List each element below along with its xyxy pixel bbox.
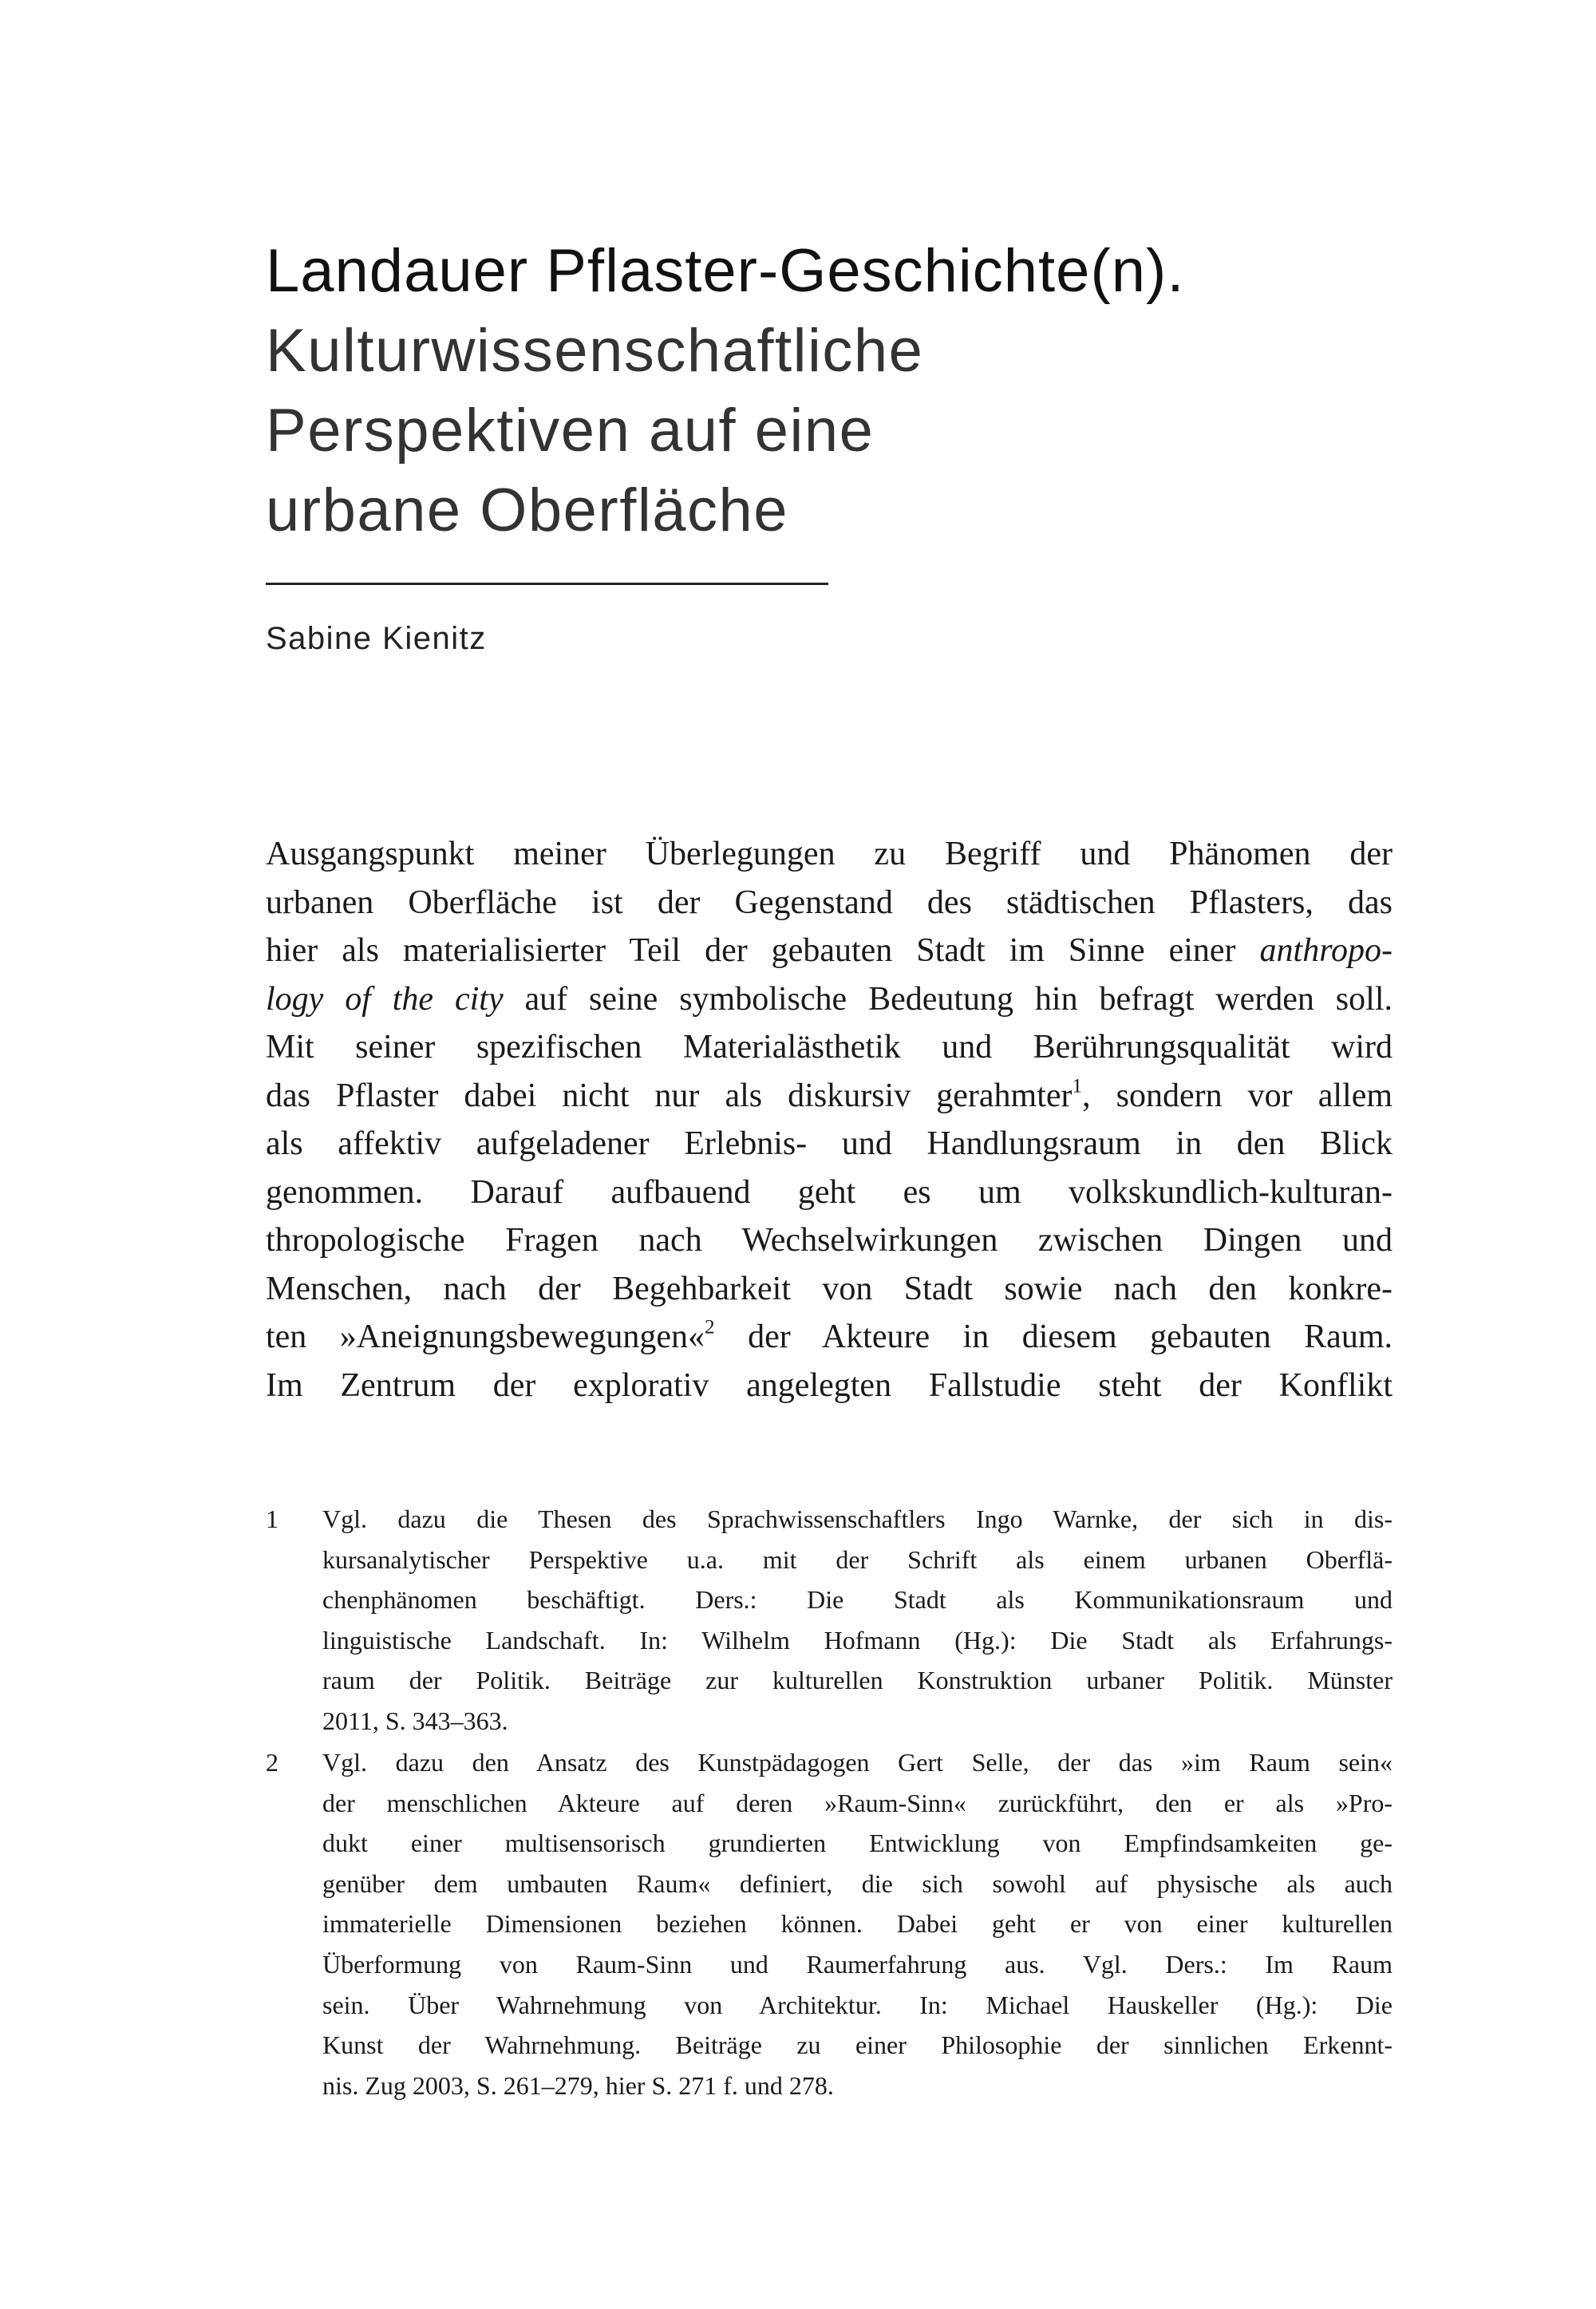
text-segment: urbanen Oberfläche ist der Gegenstand des städtischen Pflasters, das	[266, 884, 1393, 921]
text-segment: Mit seiner spezifischen Materialästhetik und Berührungsqualität wird	[266, 1029, 1393, 1066]
body-text	[266, 830, 1393, 1410]
footnote-line: 2011, S. 343–363.	[322, 1706, 508, 1735]
text-segment: ten »Aneignungsbewegungen«	[266, 1319, 705, 1355]
title-line: Landauer Pflaster-Geschichte(n).	[266, 237, 1185, 305]
body-line	[266, 879, 1393, 927]
footnote-line: chenphänomen beschäftigt. Ders.: Die Stadt als Kommunikationsraum und	[322, 1585, 1393, 1615]
footnote-line: nis. Zug 2003, S. 261–279, hier S. 271 f. und 278.	[322, 2070, 834, 2100]
author-name: Sabine Kienitz	[266, 621, 487, 656]
text-segment: , sondern vor allem	[1082, 1077, 1393, 1114]
text-segment: thropologische Fragen nach Wechselwirkungen zwischen Dingen und	[266, 1222, 1393, 1259]
text-segment: der Akteure in diesem gebauten Raum.	[714, 1319, 1393, 1355]
text-segment: als affektiv aufgeladener Erlebnis- und Handlungsraum in den Blick	[266, 1125, 1393, 1162]
footnote-line: sein. Über Wahrnehmung von Architektur. In: Michael Hauskeller (Hg.): Die	[322, 1990, 1393, 2019]
text-segment: das Pflaster dabei nicht nur als diskursiv gerahmter	[266, 1077, 1073, 1114]
subtitle-line: Kulturwissenschaftliche	[266, 317, 924, 385]
body-line	[266, 1120, 1393, 1168]
footnote-1	[266, 1499, 1393, 1742]
body-line	[266, 1362, 1393, 1410]
body-line	[266, 927, 1393, 975]
footnote-line: Kunst der Wahrnehmung. Beiträge zu einer Philosophie der sinnlichen Erkennt-	[322, 2030, 1393, 2060]
subtitle-line: urbane Oberfläche	[266, 476, 789, 544]
body-line	[266, 1313, 1393, 1362]
body-line	[266, 1216, 1393, 1265]
footnote-line: linguistische Landschaft. In: Wilhelm Hofmann (Hg.): Die Stadt als Erfahrungs-	[322, 1625, 1393, 1655]
footnote-number: 2	[266, 1748, 279, 1777]
footnote-line: genüber dem umbauten Raum« definiert, die sich sowohl auf physische als auch	[322, 1868, 1393, 1898]
body-line	[266, 1265, 1393, 1314]
text-segment: Ausgangspunkt meiner Überlegungen zu Begriff und Phänomen der	[266, 836, 1393, 872]
italic-text: logy of the city	[266, 980, 504, 1018]
article-title	[266, 231, 1184, 551]
footnote-line: kursanalytischer Perspektive u.a. mit der Schrift als einem urbanen Oberflä-	[322, 1544, 1393, 1574]
body-line	[266, 1023, 1393, 1072]
body-line	[266, 830, 1393, 879]
footnote-line: immaterielle Dimensionen beziehen können. Dabei geht er von einer kulturellen	[322, 1909, 1393, 1939]
footnote-2	[266, 1742, 1393, 2105]
text-segment: hier als materialisierter Teil der gebauten Stadt im Sinne einer	[266, 932, 1260, 969]
text-segment: Menschen, nach der Begehbarkeit von Stadt sowie nach den konkre-	[266, 1270, 1393, 1307]
text-segment: genommen. Darauf aufbauend geht es um volkskundlich-kulturan-	[266, 1173, 1393, 1211]
text-segment: Im Zentrum der explorativ angelegten Fallstudie steht der Konflikt	[266, 1366, 1393, 1404]
text-segment: auf seine symbolische Bedeutung hin befragt werden soll.	[503, 980, 1393, 1018]
footnote-line: Vgl. dazu den Ansatz des Kunstpädagogen Gert Selle, der das »im Raum sein«	[322, 1748, 1393, 1777]
body-line	[266, 1072, 1393, 1121]
footnote-number: 1	[266, 1504, 279, 1533]
footnote-text	[322, 1499, 1393, 1742]
footnote-line: raum der Politik. Beiträge zur kulturellen Konstruktion urbaner Politik. Münster	[322, 1666, 1393, 1695]
footnote-line: Vgl. dazu die Thesen des Sprachwissenschaftlers Ingo Warnke, der sich in dis-	[322, 1504, 1393, 1533]
footnote-line: der menschlichen Akteure auf deren »Raum-Sinn« zurückführt, den er als »Pro-	[322, 1788, 1393, 1817]
footnote-line: dukt einer multisensorisch grundierten Entwicklung von Empfindsamkeiten ge-	[322, 1829, 1393, 1858]
italic-text: anthropo-	[1259, 932, 1393, 969]
title-divider	[266, 583, 828, 585]
body-line	[266, 1168, 1393, 1217]
body-line	[266, 975, 1393, 1024]
subtitle-line: Perspektiven auf eine	[266, 397, 875, 465]
footnote-line: Überformung von Raum-Sinn und Raumerfahrung aus. Vgl. Ders.: Im Raum	[322, 1949, 1393, 1979]
footnote-text	[322, 1742, 1393, 2105]
footnote-reference[interactable]: 1	[1072, 1074, 1083, 1097]
footnote-reference[interactable]: 2	[705, 1316, 715, 1338]
